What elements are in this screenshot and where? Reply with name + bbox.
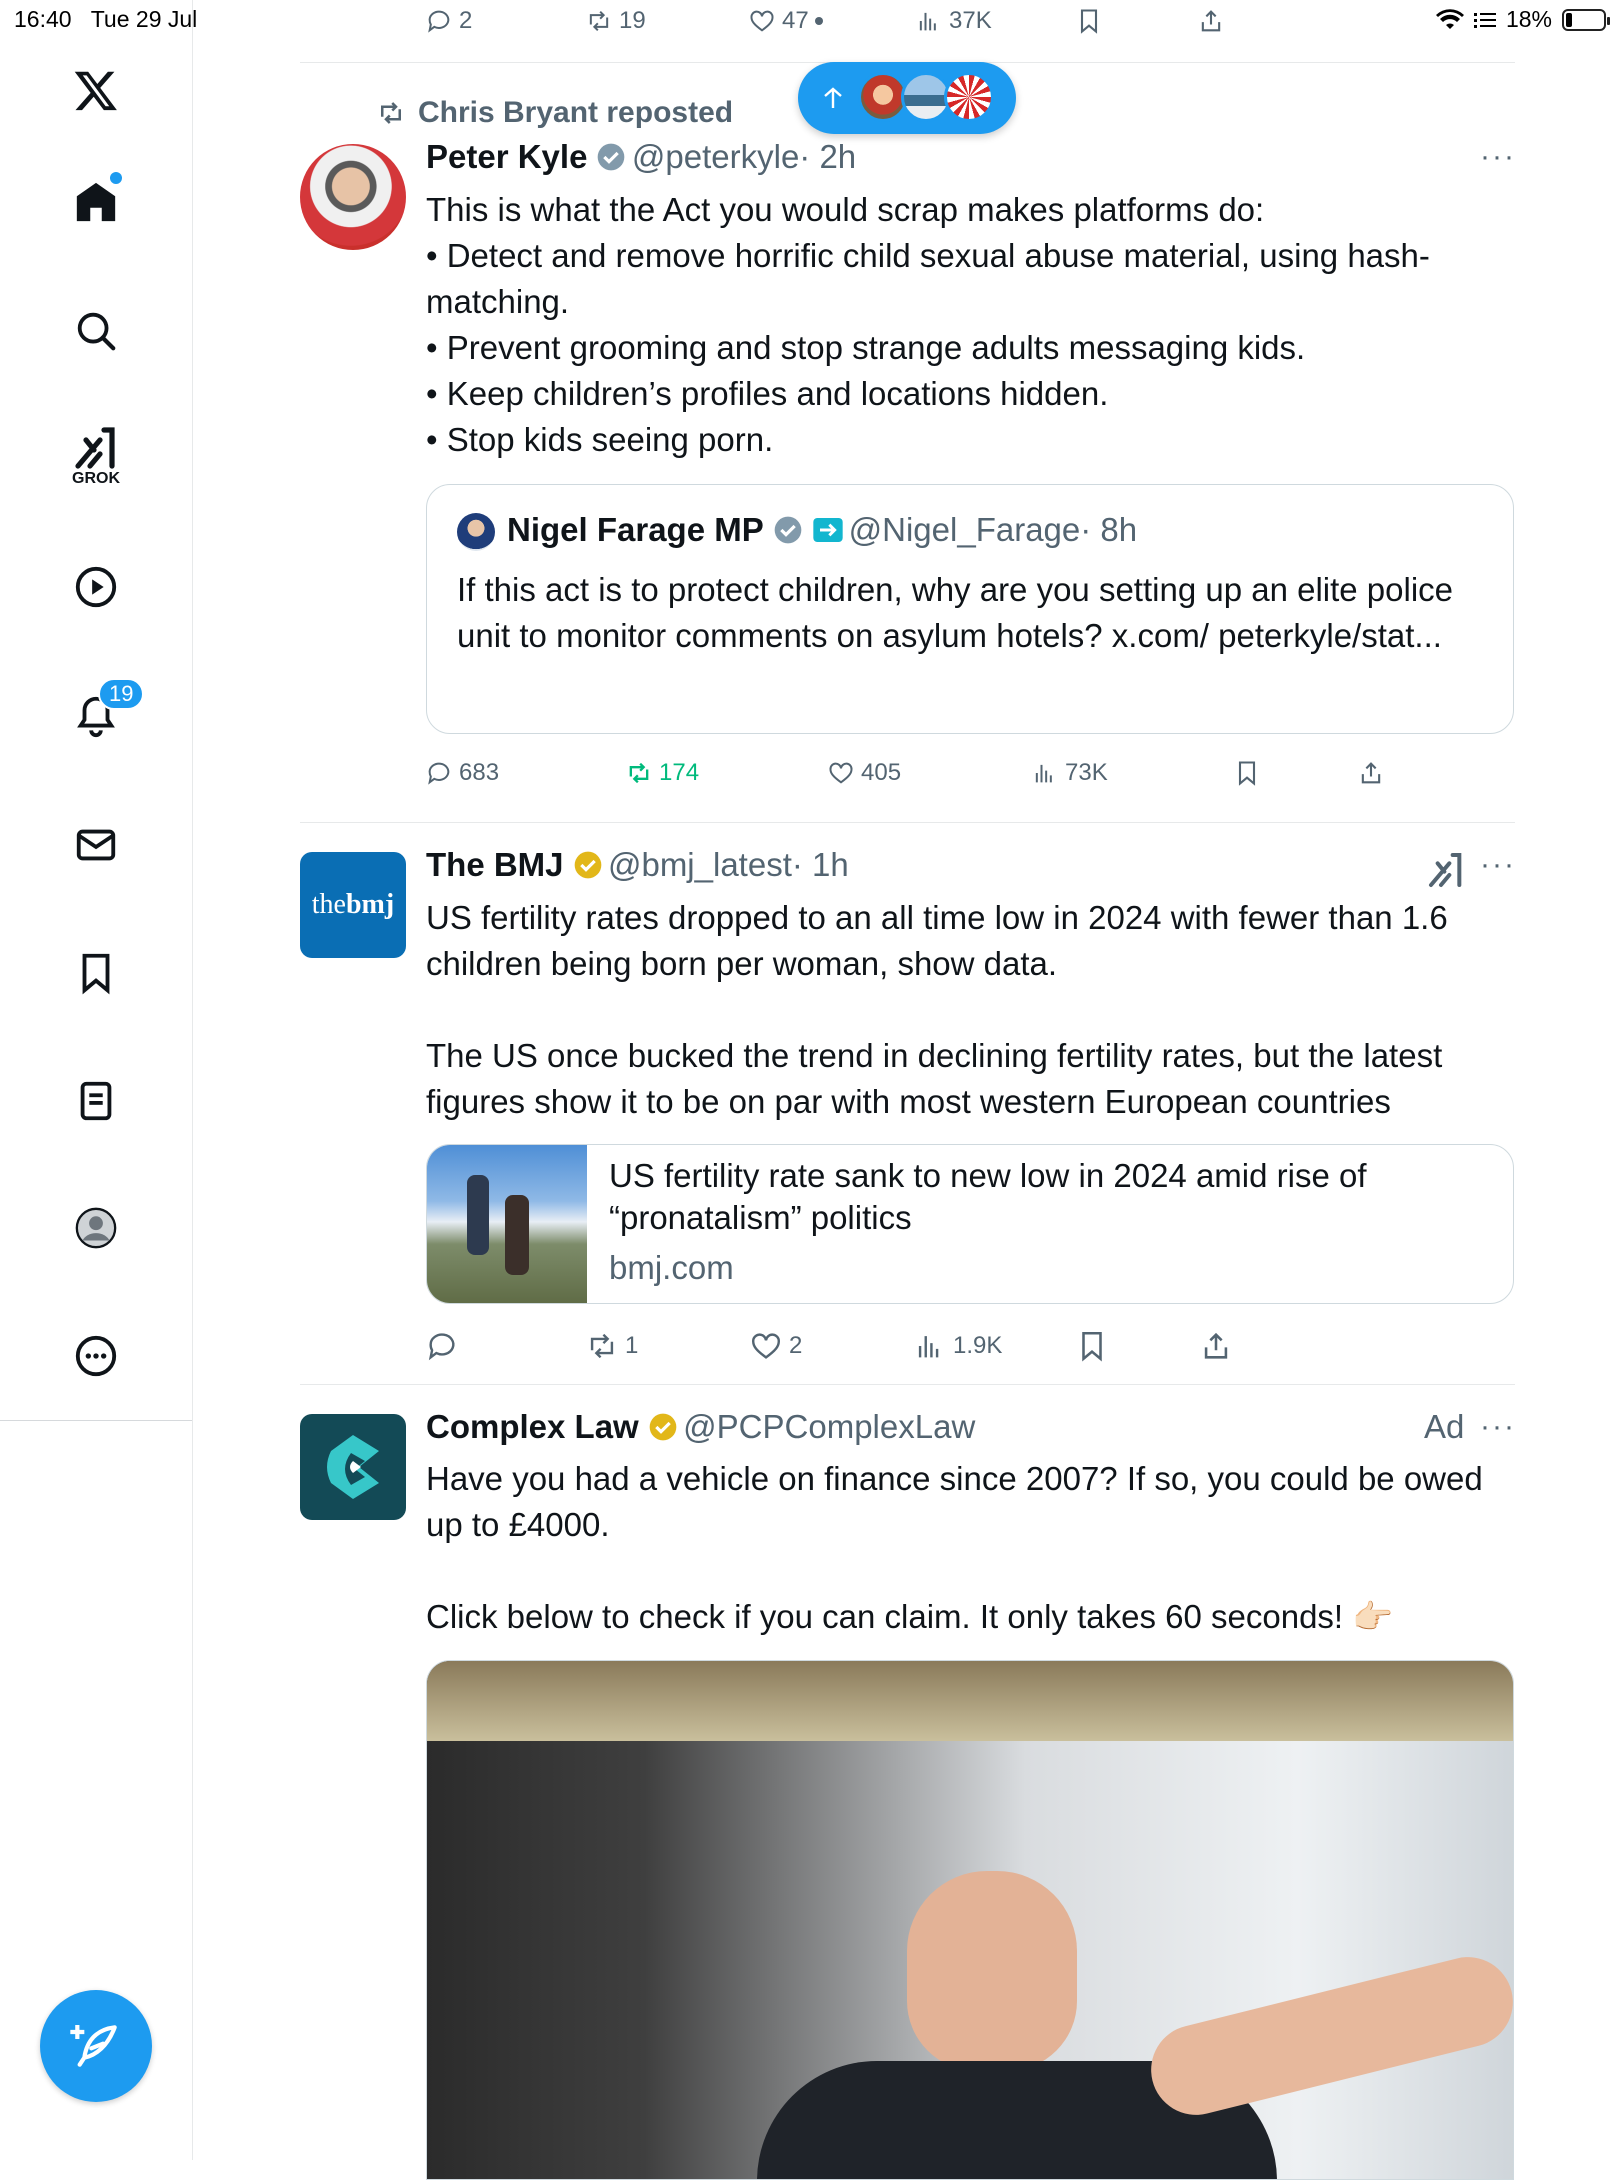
more-menu-icon[interactable]: ··· — [1480, 848, 1516, 881]
repost-button[interactable] — [585, 7, 646, 35]
messages-envelope-icon[interactable] — [56, 805, 136, 885]
like-count: 47 — [782, 7, 809, 34]
ad-media-image[interactable] — [426, 1660, 1514, 2180]
more-menu-icon[interactable]: ··· — [1480, 1410, 1516, 1443]
views-count: 37K — [949, 7, 992, 34]
compose-feather-icon — [68, 2018, 124, 2074]
views-button[interactable] — [915, 7, 992, 35]
heart-icon — [827, 759, 855, 787]
driver-face — [907, 1871, 1077, 2071]
views-bars-icon — [915, 7, 943, 35]
repost-icon — [376, 98, 406, 128]
bookmarks-icon[interactable] — [56, 933, 136, 1013]
link-title: US fertility rate sank to new low in 2024 amid rise of “pronatalism” politics — [609, 1157, 1367, 1236]
new-posts-pill[interactable] — [798, 62, 1016, 134]
post-text-line: • Stop kids seeing porn. — [426, 421, 774, 458]
repost-icon — [585, 7, 613, 35]
share-button[interactable] — [1199, 1329, 1233, 1363]
status-time: 16:40 — [14, 6, 72, 32]
home-unread-dot — [110, 172, 122, 184]
wifi-icon — [1436, 9, 1464, 31]
post-text-paragraph: The US once bucked the trend in declining fertility rates, but the latest figures show it to be on par with most western European countries — [426, 1037, 1443, 1120]
repost-count: 174 — [659, 759, 700, 786]
lists-icon[interactable] — [56, 1061, 136, 1141]
quote-author-name: Nigel Farage MP — [507, 511, 764, 548]
like-button[interactable] — [748, 7, 823, 35]
car-roof-trim — [427, 1661, 1514, 1741]
reply-button[interactable] — [425, 759, 499, 787]
post-time: · 1h — [791, 846, 849, 883]
author-name[interactable]: Complex Law — [426, 1408, 639, 1445]
post2-header — [426, 846, 849, 884]
grok-label: GROK — [72, 470, 120, 487]
repost-icon — [625, 759, 653, 787]
bookmark-icon — [1233, 759, 1261, 787]
share-button[interactable] — [1357, 759, 1385, 787]
reply-button[interactable] — [425, 1329, 459, 1363]
repost-icon — [585, 1329, 619, 1363]
repost-count: 1 — [625, 1332, 639, 1359]
share-icon — [1199, 1329, 1233, 1363]
post-time: · 2h — [799, 138, 857, 175]
post-text-paragraph: US fertility rates dropped to an all time low in 2024 with fewer than 1.6 children being born per woman, show data. — [426, 899, 1448, 982]
focus-list-icon — [1474, 11, 1496, 29]
reply-button[interactable] — [425, 7, 472, 35]
notifications-bell-icon[interactable] — [56, 676, 136, 756]
views-count: 73K — [1065, 759, 1108, 786]
author-name[interactable]: The BMJ — [426, 846, 564, 883]
loading-dot — [815, 17, 823, 25]
post-text-line: • Keep children’s profiles and locations hidden. — [426, 375, 1109, 412]
views-button[interactable] — [1031, 759, 1108, 787]
compose-post-button[interactable] — [40, 1990, 152, 2102]
x-logo-icon[interactable] — [56, 50, 136, 130]
share-button[interactable] — [1197, 7, 1225, 35]
post-text-paragraph: Have you had a vehicle on finance since 2007? If so, you could be owed up to £4000. — [426, 1460, 1483, 1543]
battery-icon — [1562, 9, 1606, 31]
reply-count: 683 — [459, 759, 500, 786]
views-bars-icon — [913, 1329, 947, 1363]
quote-time: · 8h — [1080, 511, 1138, 548]
bookmark-icon — [1075, 1329, 1109, 1363]
grok-icon — [72, 424, 120, 472]
grok-nav[interactable] — [56, 416, 136, 496]
more-menu-icon[interactable]: ··· — [1480, 140, 1516, 173]
repost-context[interactable] — [376, 96, 733, 130]
sidebar-divider — [0, 1420, 192, 1421]
link-preview-card[interactable] — [426, 1144, 1514, 1304]
post-text-line: • Detect and remove horrific child sexual abuse material, using hash-matching. — [426, 237, 1430, 320]
quote-header — [507, 511, 1137, 549]
link-domain: bmj.com — [609, 1249, 734, 1286]
bookmark-icon — [1075, 7, 1103, 35]
pill-avatar-3 — [944, 72, 994, 122]
views-count: 1.9K — [953, 1332, 1003, 1359]
repost-count: 19 — [619, 7, 646, 34]
heart-icon — [749, 1329, 783, 1363]
reply-icon — [425, 7, 453, 35]
post-text-paragraph: Click below to check if you can claim. It only takes 60 seconds! 👉🏻 — [426, 1598, 1394, 1635]
battery-percent: 18% — [1505, 6, 1552, 32]
search-icon[interactable] — [56, 291, 136, 371]
farage-avatar — [457, 513, 495, 551]
repost-label: Chris Bryant reposted — [418, 96, 734, 129]
post3-body — [426, 1456, 1516, 1640]
profile-avatar-icon[interactable] — [56, 1188, 136, 1268]
reply-count: 2 — [459, 7, 473, 34]
post2-actions — [425, 1326, 1425, 1366]
like-button[interactable] — [827, 759, 901, 787]
home-icon[interactable] — [56, 162, 136, 242]
complex-law-avatar[interactable] — [300, 1414, 406, 1520]
like-count: 405 — [861, 759, 902, 786]
video-icon[interactable] — [56, 547, 136, 627]
views-bars-icon — [1031, 759, 1059, 787]
like-button[interactable] — [749, 1329, 802, 1363]
bookmark-button[interactable] — [1075, 7, 1103, 35]
post3-header — [426, 1408, 975, 1446]
bmj-logo-bold: bmj — [345, 889, 395, 920]
prev-post-actions — [425, 4, 1425, 38]
peter-kyle-avatar[interactable] — [300, 144, 406, 250]
post-divider — [300, 1384, 1515, 1385]
verified-grey-badge-icon — [772, 514, 804, 546]
author-name[interactable]: Peter Kyle — [426, 138, 588, 175]
bmj-logo-light: the — [311, 889, 346, 920]
ad-label: Ad — [1424, 1408, 1465, 1445]
author-handle[interactable]: @peterkyle — [631, 138, 800, 175]
post-text-line: This is what the Act you would scrap makes platforms do: — [426, 191, 1265, 228]
repost-button-active[interactable] — [625, 759, 699, 787]
grok-explain-icon[interactable] — [1426, 850, 1466, 890]
verified-grey-badge-icon — [595, 141, 627, 173]
post1-header — [426, 138, 856, 176]
status-date: Tue 29 Jul — [90, 6, 198, 32]
views-button[interactable] — [913, 1329, 1002, 1363]
reform-party-affiliation-icon — [812, 514, 844, 546]
reply-icon — [425, 759, 453, 787]
author-handle[interactable]: @bmj_latest — [607, 846, 792, 883]
repost-button[interactable] — [585, 1329, 638, 1363]
more-options-icon[interactable] — [56, 1316, 136, 1396]
post1-body — [426, 187, 1516, 463]
status-indicators — [1436, 6, 1606, 33]
bookmark-button[interactable] — [1075, 1329, 1109, 1363]
bookmark-button[interactable] — [1233, 759, 1261, 787]
bmj-avatar[interactable] — [300, 852, 406, 958]
quote-text: If this act is to protect children, why are you setting up an elite police unit to monitor comments on asylum hotels? x.com/ peterkyle/stat... — [457, 571, 1454, 654]
heart-icon — [748, 7, 776, 35]
link-thumbnail — [427, 1145, 587, 1304]
verified-gold-badge-icon — [647, 1411, 679, 1443]
post-divider — [300, 822, 1515, 823]
quote-author-handle: @Nigel_Farage — [848, 511, 1081, 548]
verified-gold-badge-icon — [572, 849, 604, 881]
post2-body — [426, 895, 1516, 1125]
post1-actions — [425, 756, 1425, 790]
like-count: 2 — [789, 1332, 803, 1359]
complex-law-logo-icon — [321, 1431, 385, 1503]
reply-icon — [425, 1329, 459, 1363]
post-text-line: • Prevent grooming and stop strange adults messaging kids. — [426, 329, 1306, 366]
notifications-badge: 19 — [98, 678, 144, 710]
quoted-post-card[interactable] — [426, 484, 1514, 734]
author-handle[interactable]: @PCPComplexLaw — [683, 1408, 976, 1445]
share-icon — [1197, 7, 1225, 35]
arrow-up-icon — [822, 86, 844, 110]
share-icon — [1357, 759, 1385, 787]
